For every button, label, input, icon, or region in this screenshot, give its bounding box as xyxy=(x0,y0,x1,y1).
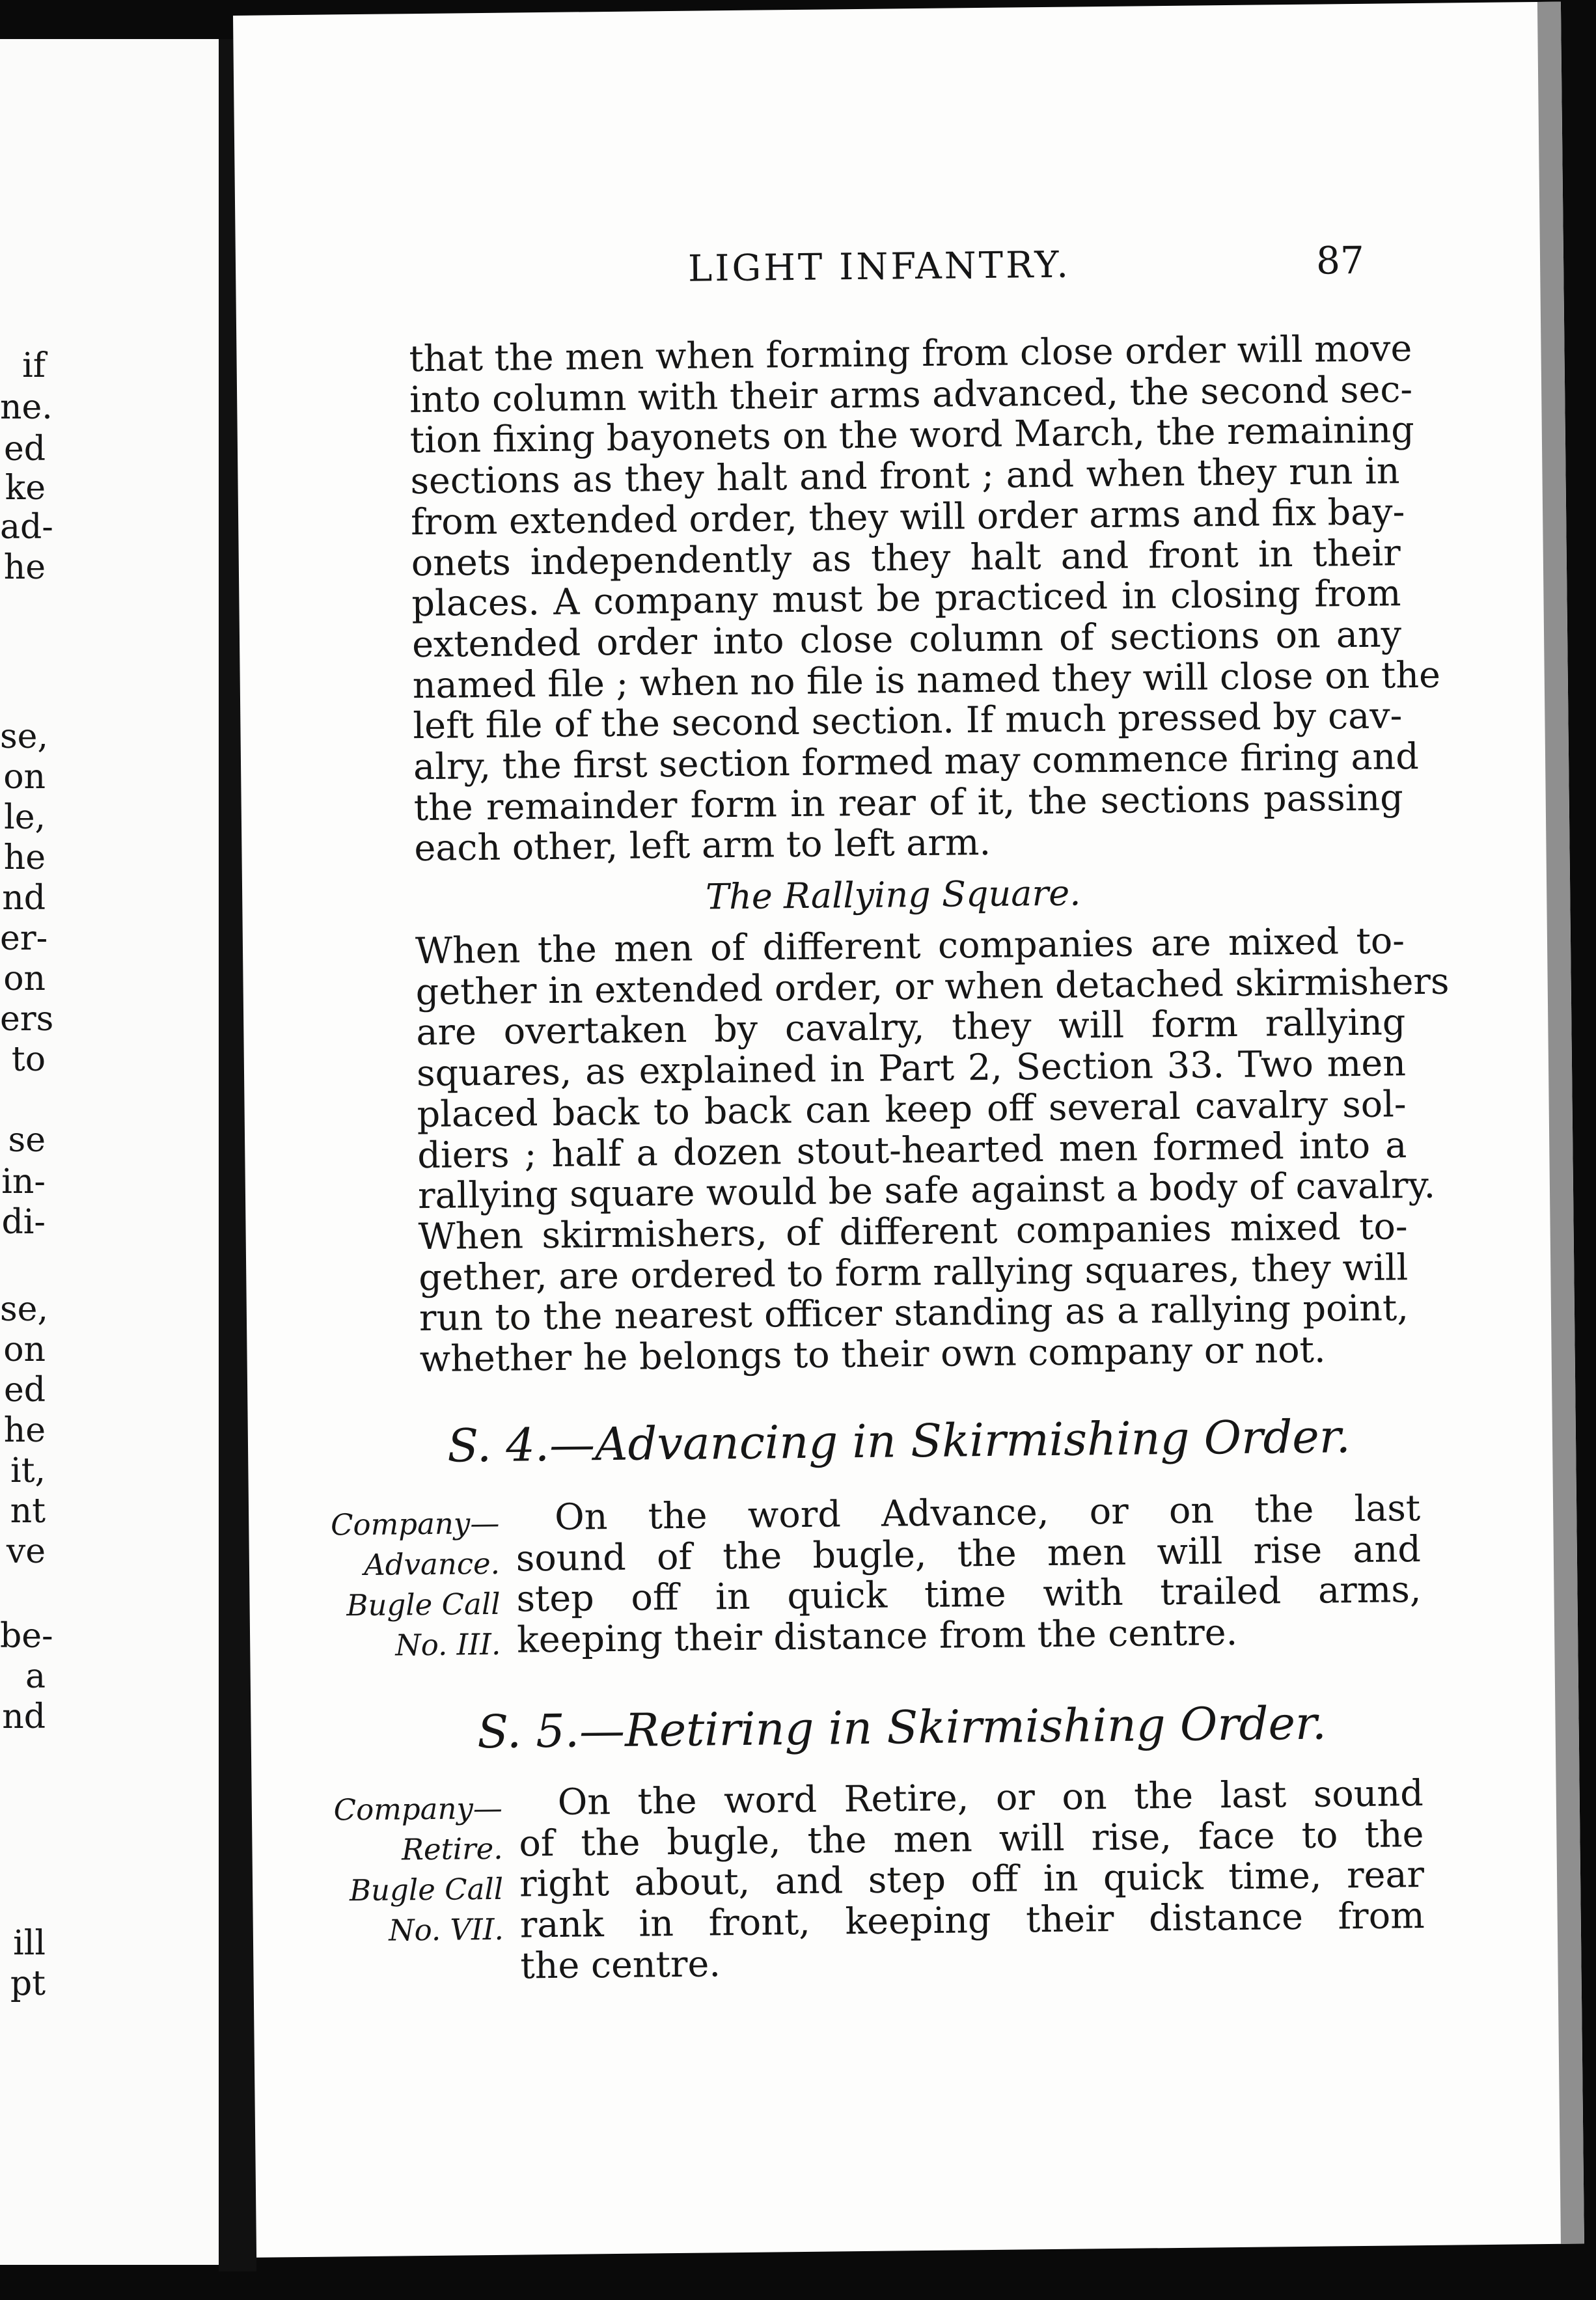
text-line: onets independently as they halt and front in their xyxy=(411,531,1401,584)
facing-page-fragment: in- xyxy=(1,1162,46,1201)
facing-page-fragment: ve xyxy=(6,1532,46,1571)
facing-page-fragment: nd xyxy=(2,879,46,918)
facing-page-fragment: se, xyxy=(0,1290,48,1329)
text-line: rank in front, keeping their distance from xyxy=(519,1895,1425,1947)
facing-page-fragment: to xyxy=(11,1040,46,1079)
text-line: the remainder form in rear of it, the sections passing xyxy=(413,776,1404,829)
section-4-body xyxy=(516,1488,1422,1661)
text-line: placed back to back can keep off several cavalry sol- xyxy=(417,1083,1407,1136)
margin-note-line: Retire. xyxy=(401,1831,503,1867)
facing-page-fragment: ad- xyxy=(0,508,53,547)
text-line: the centre. xyxy=(520,1943,721,1988)
margin-note-line: Company— xyxy=(333,1790,503,1828)
text-line: sections as they halt and front ; and when they run in xyxy=(410,450,1400,503)
text-line: squares, as explained in Part 2, Section 33. Two men xyxy=(416,1042,1407,1095)
facing-page-fragment: nt xyxy=(10,1492,46,1531)
margin-note-line: No. III. xyxy=(395,1626,501,1663)
facing-page-fragment: on xyxy=(3,959,46,998)
section-5-body xyxy=(518,1773,1425,1987)
margin-note-line: No. VII. xyxy=(388,1911,504,1948)
facing-page-fragment: se xyxy=(8,1121,46,1160)
section-5-margin-note xyxy=(314,1788,504,1952)
facing-page-fragment: he xyxy=(3,548,46,587)
paragraph-column-formation xyxy=(409,327,1441,870)
section-4-margin-note xyxy=(310,1503,501,1667)
text-line: rallying square would be safe against a body of cavalry. xyxy=(417,1164,1436,1218)
facing-page-fragment: it, xyxy=(10,1451,46,1490)
margin-note-line: Bugle Call xyxy=(346,1586,501,1623)
facing-page-fragment: ers xyxy=(0,1000,54,1039)
facing-page-fragment: on xyxy=(3,758,46,797)
text-line: tion fixing bayonets on the word March, the remaining xyxy=(409,409,1415,462)
text-line: sound of the bugle, the men will rise and xyxy=(516,1527,1422,1580)
facing-page-fragment: er- xyxy=(0,919,48,958)
facing-page-fragment: ke xyxy=(5,469,46,508)
text-line: run to the nearest officer standing as a rallying point, xyxy=(419,1287,1409,1340)
page-edge xyxy=(1537,2,1584,2244)
running-head: LIGHT INFANTRY. xyxy=(687,243,1071,290)
facing-page-fragment: on xyxy=(3,1330,46,1369)
subheading-rallying-square: The Rallying Square. xyxy=(705,872,1081,918)
facing-page-fragment: le, xyxy=(4,798,46,837)
book-page xyxy=(233,2,1584,2258)
section-5-heading: S. 5.—Retiring in Skirmishing Order. xyxy=(476,1696,1327,1759)
facing-page-fragment: di- xyxy=(1,1203,46,1242)
facing-page-fragment: he xyxy=(3,838,46,877)
text-line: whether he belongs to their own company or not. xyxy=(419,1328,1326,1381)
margin-note-line: Company— xyxy=(330,1505,500,1542)
facing-page-fragment: ne. xyxy=(0,388,53,427)
text-line: right about, and step off in quick time, rear xyxy=(519,1854,1425,1906)
page-number: 87 xyxy=(1315,238,1365,283)
paragraph-rallying-square xyxy=(415,920,1450,1381)
text-line: gether, are ordered to form rallying squares, they will xyxy=(418,1246,1409,1299)
text-line: each other, left arm to left arm. xyxy=(414,821,991,870)
text-line: When the men of different companies are mixed to- xyxy=(415,920,1405,973)
text-line: step off in quick time with trailed arms, xyxy=(516,1568,1422,1621)
text-line: diers ; half a dozen stout-hearted men formed into a xyxy=(417,1123,1407,1177)
facing-page-fragment: pt xyxy=(10,1964,46,2003)
text-line: keeping their distance from the centre. xyxy=(516,1611,1238,1662)
facing-page-fragment: if xyxy=(22,346,46,385)
facing-page-fragment: be- xyxy=(0,1617,53,1656)
text-line: On the word Retire, or on the last sound xyxy=(557,1772,1424,1824)
text-line: places. A company must be practiced in closing from xyxy=(411,572,1401,625)
facing-page-fragment: ed xyxy=(3,1371,46,1410)
text-line: are overtaken by cavalry, they will form rallying xyxy=(416,1001,1406,1054)
text-line: When skirmishers, of different companies mixed to- xyxy=(418,1205,1408,1259)
section-4-heading: S. 4.—Advancing in Skirmishing Order. xyxy=(447,1410,1351,1473)
text-line: alry, the first section formed may commence firing and xyxy=(413,735,1420,789)
text-line: left file of the second section. If much pressed by cav- xyxy=(413,694,1403,748)
facing-page xyxy=(0,39,219,2265)
margin-note-line: Advance. xyxy=(363,1546,501,1583)
text-line: extended order into close column of sections on any xyxy=(411,613,1402,666)
margin-note-line: Bugle Call xyxy=(349,1871,504,1908)
facing-page-fragment: ill xyxy=(13,1924,46,1963)
text-line: On the word Advance, or on the last xyxy=(554,1487,1421,1539)
text-line: from extended order, they will order arms and fix bay- xyxy=(410,491,1405,543)
facing-page-fragment: he xyxy=(3,1411,46,1450)
text-line: named file ; when no file is named they will close on the xyxy=(412,653,1441,707)
text-line: of the bugle, the men will rise, face to the xyxy=(519,1813,1424,1865)
facing-page-fragment: nd xyxy=(2,1697,46,1736)
facing-page-fragment: se, xyxy=(0,717,48,756)
text-line: gether in extended order, or when detached skirmishers xyxy=(415,960,1450,1013)
text-line: that the men when forming from close order will move xyxy=(409,327,1412,381)
facing-page-fragment: ed xyxy=(3,430,46,469)
facing-page-fragment: a xyxy=(25,1657,46,1696)
text-line: into column with their arms advanced, the second sec- xyxy=(409,368,1413,421)
